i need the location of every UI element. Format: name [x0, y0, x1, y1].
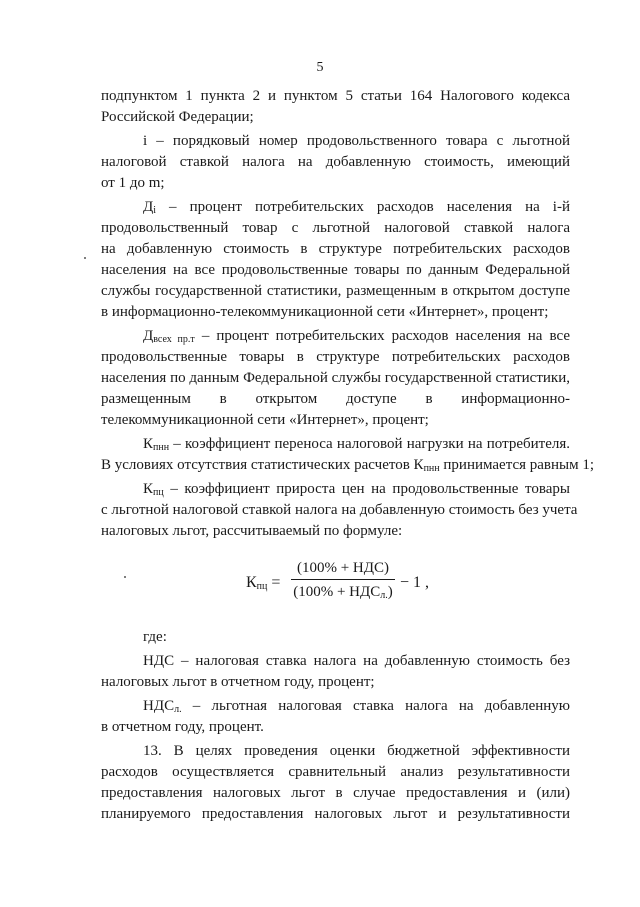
text-line: налоговых льгот, рассчитываемый по формуле: — [101, 523, 403, 539]
definition-line — [143, 434, 570, 454]
symbol: К — [143, 481, 154, 497]
text-part: принимается равным 1; — [439, 457, 595, 473]
definition-text: – коэффициент прироста цен на продовольственные товары — [163, 481, 570, 497]
definition-line — [143, 479, 570, 499]
formula-tail: − 1 , — [400, 574, 430, 591]
definition-text: – коэффициент переноса налоговой нагрузки на потребителя. — [169, 436, 570, 452]
formula-subscript: пц — [256, 581, 268, 592]
symbol-subscript: л. — [174, 704, 182, 715]
formula-lhs — [246, 574, 280, 592]
text-line: продовольственные товары в структуре потребительских расходов — [101, 349, 570, 365]
symbol: Д — [143, 328, 154, 344]
text-line: населения по данным Федеральной службы государственной статистики, — [101, 370, 570, 386]
text-line: 13. В целях проведения оценки бюджетной эффективности — [143, 743, 570, 759]
definition-line — [143, 197, 570, 217]
symbol: К — [143, 436, 154, 452]
scan-speck — [124, 576, 126, 578]
text-line: Российской Федерации; — [101, 109, 254, 125]
den-subscript: л. — [380, 590, 388, 601]
text-line: где: — [143, 629, 167, 645]
text-line: расходов осуществляется сравнительный анализ результативности — [101, 764, 570, 780]
text-part: В условиях отсутствия статистических расчетов К — [101, 457, 424, 473]
text-line: в отчетном году, процент. — [101, 719, 264, 735]
definition-text: – процент потребительских расходов населения на i-й — [156, 199, 570, 215]
text-line: с льготной налоговой ставкой налога на добавленную стоимость без учета — [101, 502, 578, 518]
symbol-subscript: i — [153, 205, 157, 216]
text-line: телекоммуникационной сети «Интернет», процент; — [101, 412, 429, 428]
definition-line — [143, 326, 570, 346]
den-part: ) — [387, 584, 393, 600]
scan-speck — [84, 257, 86, 259]
text-line: службы государственной статистики, размещенным в открытом доступе — [101, 283, 570, 299]
symbol: НДС — [143, 698, 175, 714]
text-line: налоговой ставкой налога на добавленную стоимость, имеющий — [101, 154, 570, 170]
definition-line — [143, 696, 570, 716]
formula-fraction — [291, 558, 395, 606]
text-line: продовольственный товар с льготной налоговой ставкой налога — [101, 220, 570, 236]
fraction-bar — [291, 579, 395, 580]
symbol: Д — [143, 199, 154, 215]
symbol-subscript: пц — [153, 487, 164, 498]
text-line: налоговых льгот в отчетном году, процент; — [101, 674, 375, 690]
page-number: 5 — [316, 60, 324, 75]
symbol-subscript: пнн — [153, 442, 170, 453]
formula-symbol: К — [246, 574, 257, 591]
symbol-subscript: пнн — [423, 463, 440, 474]
text-line: размещенным в открытом доступе в информационно- — [101, 391, 570, 407]
definition-text: – льготная налоговая ставка налога на добавленную — [192, 698, 570, 714]
text-line: i – порядковый номер продовольственного товара с льготной — [143, 133, 570, 149]
formula-equals: = — [267, 574, 281, 591]
formula-numerator: (100% + НДС) — [296, 560, 389, 576]
symbol-subscript: всех пр.т — [153, 334, 195, 345]
text-line: подпунктом 1 пункта 2 и пунктом 5 статьи 164 Налогового кодекса — [101, 88, 570, 104]
formula-denominator — [291, 582, 395, 606]
text-line: предоставления налоговых льгот в случае предоставления и (или) — [101, 785, 570, 801]
text-line — [101, 455, 595, 479]
text-line: планируемого предоставления налоговых льгот и результативности — [101, 806, 570, 822]
text-line: от 1 до m; — [101, 175, 165, 191]
text-line: населения на все продовольственные товары по данным Федеральной — [101, 262, 570, 278]
den-part: (100% + НДС — [293, 584, 381, 600]
definition-text: – процент потребительских расходов населения на все — [194, 328, 570, 344]
text-line: НДС – налоговая ставка налога на добавленную стоимость без — [143, 653, 570, 669]
text-line: в информационно-телекоммуникационной сети «Интернет», процент; — [101, 304, 549, 320]
text-line: на добавленную стоимость в структуре потребительских расходов — [101, 241, 570, 257]
